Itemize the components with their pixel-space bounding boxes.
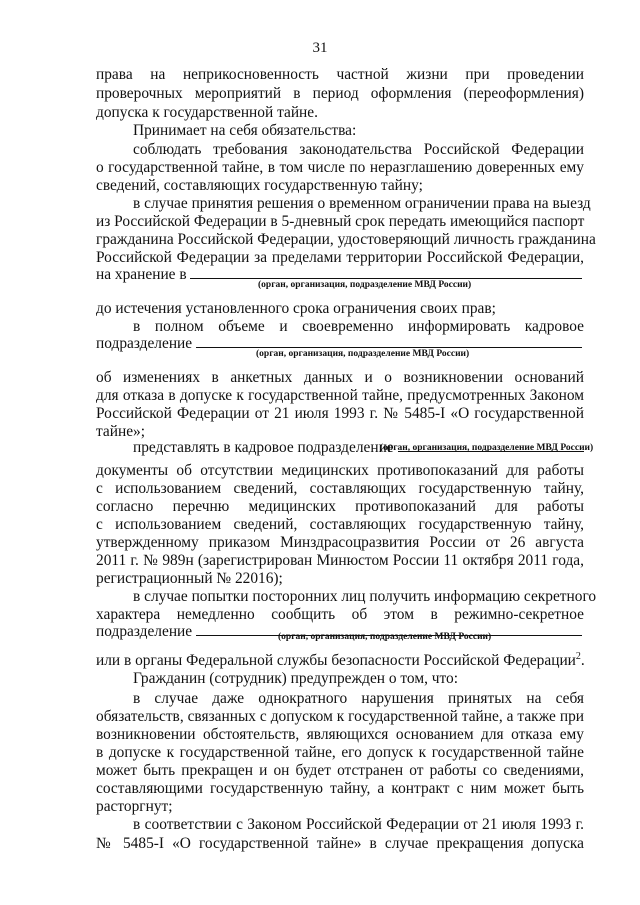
text-line: Российской Федерации за пределами территории Российской Федерации,: [96, 249, 584, 266]
text-line: регистрационный № 22016);: [96, 570, 283, 587]
text-line: в случае даже однократного нарушения принятых на себя: [133, 690, 584, 707]
text-line: права на неприкосновенность частной жизни при проведении: [96, 66, 584, 83]
text-line: Гражданин (сотрудник) предупрежден о том, что:: [133, 670, 459, 687]
page-number: 31: [312, 40, 328, 56]
footnote-mark: 2: [575, 650, 581, 662]
field-caption: (орган, организация, подразделение МВД России): [256, 349, 470, 359]
text-fragment: на хранение в: [96, 266, 187, 283]
text-line: Принимает на себя обязательства:: [133, 122, 357, 139]
text-line: в полном объеме и своевременно информировать кадровое: [133, 318, 584, 335]
text-line: в случае принятия решения о временном ограничении права на выезд: [133, 195, 591, 212]
text-line: утвержденному приказом Минздрасоцразвития России от 26 августа: [96, 534, 584, 551]
field-caption: (орган, организация, подразделение МВД России): [380, 443, 594, 453]
text-line: 2011 г. № 989н (зарегистрирован Минюстом России 11 октября 2011 года,: [96, 552, 584, 569]
text-fragment: подразделение: [96, 623, 193, 640]
text-line: обязательств, связанных с допуском к государственной тайне, а также при: [96, 708, 584, 725]
text-line: документы об отсутствии медицинских противопоказаний для работы: [96, 462, 584, 479]
text-line: или в органы Федеральной службы безопасности Российской Федерации$^2$.: [96, 650, 585, 669]
text-fragment: или в органы Федеральной службы безопасности Российской Федерации: [96, 652, 576, 669]
text-line: характера немедленно сообщить об этом в режимно-секретное: [96, 606, 584, 623]
text-fragment: представлять в кадровое подразделение: [133, 439, 394, 456]
text-line: может быть прекращен и он будет отстранен от работы со сведениями,: [96, 762, 584, 779]
text-line: о государственной тайне, в том числе по неразглашению доверенных ему: [96, 159, 584, 176]
text-line: проверочных мероприятий в период оформления (переоформления): [96, 85, 584, 102]
text-line: с использованием сведений, составляющих государственную тайну,: [96, 480, 584, 497]
text-line: согласно перечню медицинских противопоказаний для работы: [96, 498, 584, 515]
text-line: гражданина Российской Федерации, удостоверяющий личность гражданина: [96, 231, 596, 248]
text-line: составляющими государственную тайну, а контракт с ним может быть: [96, 780, 584, 797]
fill-in-line: [190, 264, 582, 279]
text-line: в случае попытки посторонних лиц получить информацию секретного: [133, 588, 597, 605]
text-line: возникновении обстоятельств, являющихся основанием для отказа ему: [96, 726, 584, 743]
text-line: из Российской Федерации в 5-дневный срок передать имеющийся паспорт: [96, 213, 585, 230]
text-line: тайне»;: [96, 423, 146, 440]
text-line: в соответствии с Законом Российской Федерации от 21 июля 1993 г.: [133, 816, 584, 833]
text-line: с использованием сведений, составляющих государственную тайну,: [96, 516, 584, 533]
text-fragment: подразделение: [96, 335, 193, 352]
text-line: № 5485-I «О государственной тайне» в случае прекращения допуска: [96, 835, 584, 852]
fill-in-line: [196, 333, 582, 348]
text-line: для отказа в допуске к государственной тайне, предусмотренных Законом: [96, 387, 584, 404]
text-line: допуска к государственной тайне.: [96, 104, 318, 121]
text-line: об изменениях в анкетных данных и о возникновении оснований: [96, 369, 584, 386]
field-caption: (орган, организация, подразделение МВД России): [278, 632, 492, 642]
text-line: соблюдать требования законодательства Российской Федерации: [133, 141, 584, 158]
field-caption: (орган, организация, подразделение МВД России): [258, 280, 472, 290]
text-line: расторгнут;: [96, 798, 173, 815]
text-line: Российской Федерации от 21 июля 1993 г. № 5485-I «О государственной: [96, 405, 584, 422]
text-line: в допуске к государственной тайне, его допуск к государственной тайне: [96, 744, 584, 761]
text-line: до истечения установленного срока ограничения своих прав;: [96, 300, 496, 317]
text-line: сведений, составляющих государственную тайну;: [96, 177, 423, 194]
